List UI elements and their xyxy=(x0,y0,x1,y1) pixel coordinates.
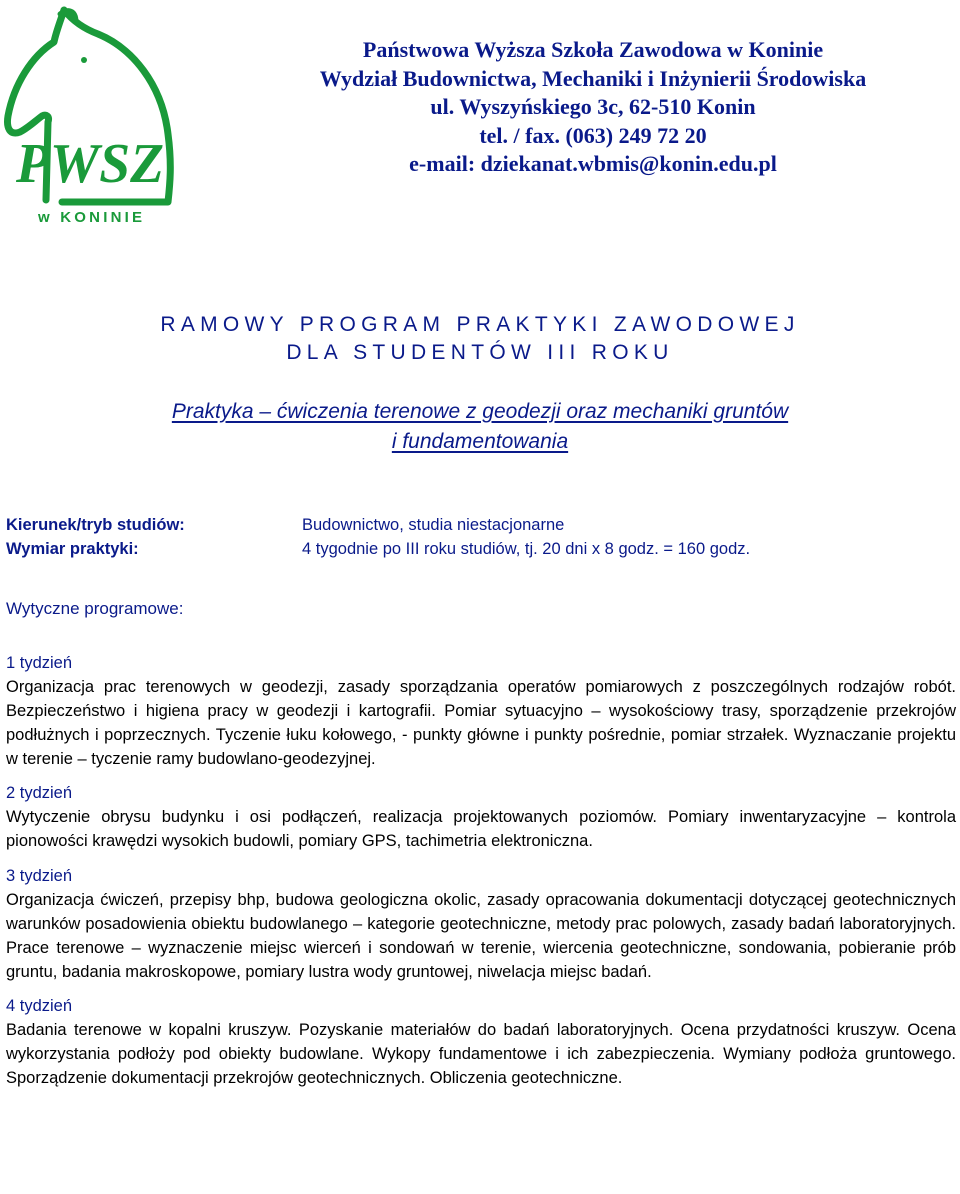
field-value: Budownictwo, studia niestacjonarne xyxy=(302,516,565,534)
guidelines-heading: Wytyczne programowe: xyxy=(6,599,184,618)
logo-subtext: w KONINIE xyxy=(38,209,142,226)
document-title xyxy=(0,311,960,367)
scope-value: 4 tygodnie po III roku studiów, tj. 20 dni x 8 godz. = 160 godz. xyxy=(302,540,751,558)
title-line-1: RAMOWY PROGRAM PRAKTYKI ZAWODOWEJ xyxy=(160,313,800,336)
week-description: Wytyczenie obrysu budynku i osi podłączeń, realizacja projektowanych poziomów. Pomiary inwentaryzacyjne – kontrola pionowości krawędzi wysokich budowli, pomiary GPS, tachimetria elektroniczna. xyxy=(6,808,956,851)
logo-pwsz-text: PWSZ xyxy=(15,133,165,195)
scope-label: Wymiar praktyki: xyxy=(6,540,139,558)
field-row xyxy=(6,513,956,537)
week-title: 1 tydzień xyxy=(6,654,73,672)
week-description: Organizacja ćwiczeń, przepisy bhp, budowa geologiczna okolic, zasady opracowania dokumentacji dotyczącej geotechnicznych warunków posadowienia obiektu budowlanego – kategorie geotechniczne, metody prac polowych, zasady badań laboratoryjnych. Prace terenowe – wyznaczenie miejsc wierceń i sondowań w terenie, wiercenia geotechniczne, sondowania, pobieranie prób gruntu, badania makroskopowe, pomiary lustra wody gruntowej, niwelacja miejsc badań. xyxy=(6,890,956,981)
week-title: 4 tydzień xyxy=(6,996,73,1015)
school-address: ul. Wyszyńskiego 3c, 62-510 Konin xyxy=(430,94,756,119)
week-section xyxy=(6,994,956,1090)
faculty-name: Wydział Budownictwa, Mechaniki i Inżynierii Środowiska xyxy=(319,65,867,91)
subtitle-line-2: i fundamentowania xyxy=(391,430,569,453)
week-description: Badania terenowe w kopalni kruszyw. Pozyskanie materiałów do badań laboratoryjnych. Ocena przydatności kruszyw. Ocena wykorzystania podłoży pod obiekty budowlane. Wykopy fundamentowe i ich zabezpieczenia. Wymiany podłoża gruntowego. Sporządzenie dokumentacji przekrojów geotechnicznych. Obliczenia geotechniczne. xyxy=(6,1020,956,1088)
practice-info xyxy=(6,513,956,561)
document-header xyxy=(0,0,960,230)
field-label: Kierunek/tryb studiów: xyxy=(6,516,185,534)
scope-row xyxy=(6,537,956,561)
weekly-program xyxy=(6,651,956,1100)
subtitle-line-1: Praktyka – ćwiczenia terenowe z geodezji oraz mechaniki gruntów xyxy=(171,400,789,423)
week-section xyxy=(6,651,956,771)
school-phone: tel. / fax. (063) 249 72 20 xyxy=(479,122,707,148)
title-line-2: DLA STUDENTÓW III ROKU xyxy=(286,341,674,364)
week-title: 2 tydzień xyxy=(6,784,73,803)
document-subtitle xyxy=(0,397,960,457)
week-section xyxy=(6,864,956,984)
week-description: Organizacja prac terenowych w geodezji, zasady sporządzania operatów pomiarowych z poszczególnych rodzajów robót. Bezpieczeństwo i higiena pracy w geodezji i kartografii. Pomiar sytuacyjno – wysokościowy trasy, sporządzenie przekrojów podłużnych i poprzecznych. Tyczenie łuku kołowego, - punkty główne i punkty pośrednie, pomiar strzałek. Wyznaczanie projektu w terenie – tyczenie ramy budowlano-geodezyjnej. xyxy=(6,678,956,769)
school-email: e-mail: dziekanat.wbmis@konin.edu.pl xyxy=(409,151,777,176)
week-section xyxy=(6,781,956,853)
school-info xyxy=(230,36,956,179)
horse-eye-icon xyxy=(81,57,87,63)
pwsz-logo xyxy=(2,4,178,226)
school-name: Państwowa Wyższa Szkoła Zawodowa w Koninie xyxy=(362,37,824,62)
week-title: 3 tydzień xyxy=(6,866,73,885)
